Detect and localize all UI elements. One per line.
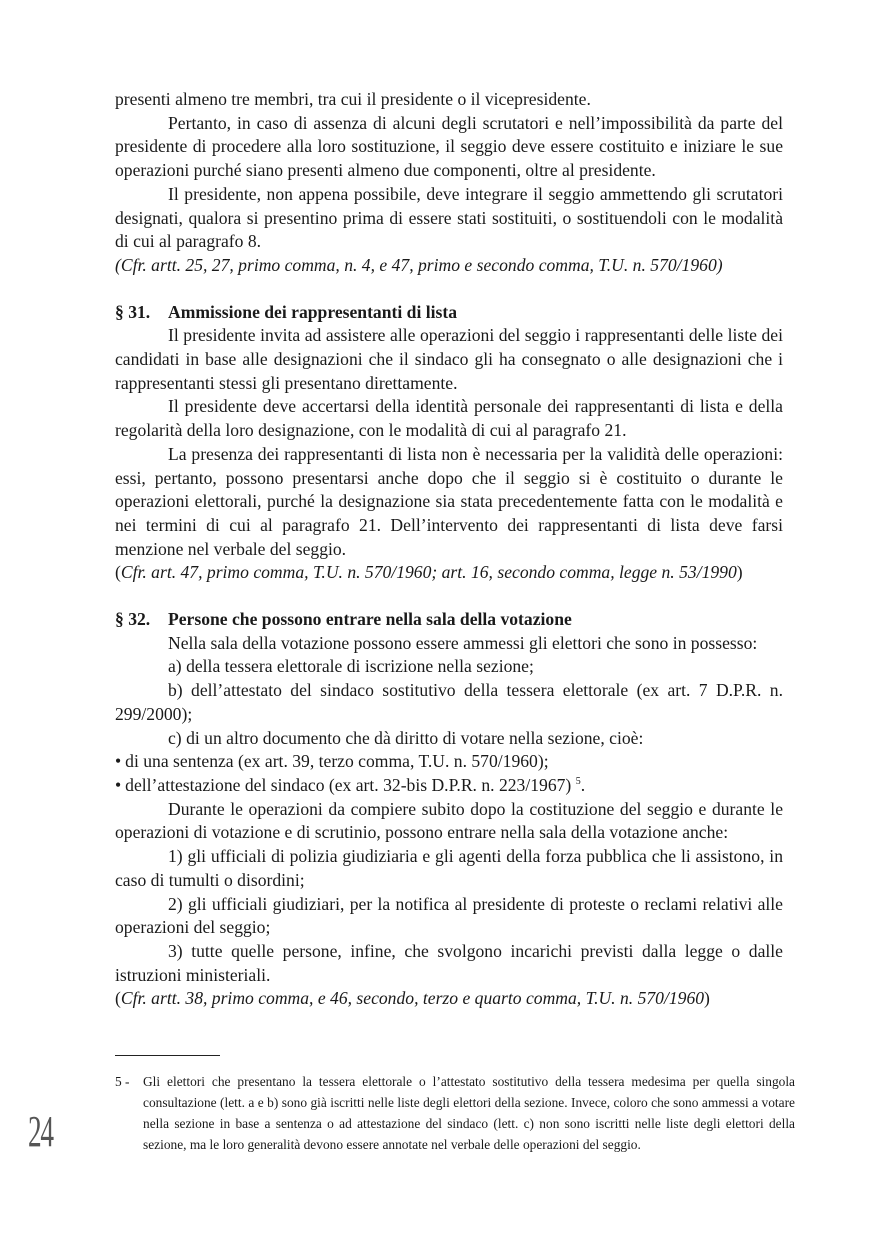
page-body: [115, 88, 783, 1011]
section-reference: (Cfr. art. 47, primo comma, T.U. n. 570/1960; art. 16, secondo comma, legge n. 53/1990): [115, 562, 743, 583]
footnote-marker[interactable]: 5: [575, 776, 581, 788]
section-heading: [115, 608, 783, 632]
footnote-number: 5 -: [115, 1074, 130, 1089]
intro-paragraph: Pertanto, in caso di assenza di alcuni degli scrutatori e nell’impossibilità da parte del presidente di procedere alla loro sostituzione, il seggio deve essere costituito e iniziare le sue operazioni purché siano presenti almeno due componenti, oltre al presidente.: [115, 112, 783, 181]
paragraph: Il presidente deve accertarsi della identità personale dei rappresentanti di lista e della regolarità della loro designazione, con le modalità di cui al paragrafo 21.: [115, 396, 783, 441]
section-reference: (Cfr. artt. 38, primo comma, e 46, secondo, terzo e quarto comma, T.U. n. 570/1960): [115, 988, 710, 1009]
section-31: [115, 301, 783, 585]
list-item: 2) gli ufficiali giudiziari, per la notifica al presidente di proteste o reclami relativi alle operazioni del seggio;: [115, 893, 783, 938]
section-number: § 32.: [115, 609, 151, 630]
bullet-item: • dell’attestazione del sindaco (ex art. 32-bis D.P.R. n. 223/1967) $^5$.: [115, 774, 783, 798]
list-item: c) di un altro documento che dà diritto di votare nella sezione, cioè:: [168, 727, 644, 748]
paragraph: Durante le operazioni da compiere subito dopo la costituzione del seggio e durante le operazioni di votazione e di scrutinio, possono entrare nella sala della votazione anche:: [115, 798, 783, 843]
list-item: 3) tutte quelle persone, infine, che svolgono incarichi previsti dalla legge o dalle istruzioni ministeriali.: [115, 940, 783, 985]
section-32: [115, 608, 783, 1011]
intro-paragraph: Il presidente, non appena possibile, deve integrare il seggio ammettendo gli scrutatori designati, qualora si presentino prima di essere stati sostituiti, o sostituendoli con le modalità di cui al paragrafo 8.: [115, 183, 783, 252]
page-number: 24: [28, 1107, 53, 1156]
section-number: § 31.: [115, 301, 151, 322]
section-title: Persone che possono entrare nella sala della votazione: [168, 609, 572, 630]
intro-line: presenti almeno tre membri, tra cui il presidente o il vicepresidente.: [115, 89, 591, 109]
paragraph: La presenza dei rappresentanti di lista non è necessaria per la validità delle operazioni: essi, pertanto, possono presentarsi anche dopo che il seggio si è costituito o durante le operazioni elettorali, purché la designazione sia stata precedentemente fatta con le modalità e nei termini di cui al paragrafo 21. Dell’intervento dei rappresentanti di lista deve farsi menzione nel verbale del seggio.: [115, 443, 783, 559]
footnote: [115, 1071, 795, 1155]
footnote-text: Gli elettori che presentano la tessera elettorale o l’attestato sostitutivo della tessera medesima per quella singola consultazione (lett. a e b) sono già iscritti nelle liste degli elettori della sezione. Invece, coloro che sono ammessi a votare nella sezione in base a sentenza o ad attestazione del sindaco (lett. c) non sono iscritti nelle liste degli elettori della sezione, ma le loro generalità devono essere annotate nel verbale delle operazioni del seggio.: [143, 1074, 795, 1152]
footnote-divider: [115, 1055, 220, 1056]
list-item: b) dell’attestato del sindaco sostitutivo della tessera elettorale (ex art. 7 D.P.R. n. 299/2000);: [115, 680, 783, 724]
bullet-item: • di una sentenza (ex art. 39, terzo comma, T.U. n. 570/1960);: [115, 750, 783, 774]
intro-reference: (Cfr. artt. 25, 27, primo comma, n. 4, e 47, primo e secondo comma, T.U. n. 570/1960): [115, 254, 723, 275]
list-item: 1) gli ufficiali di polizia giudiziaria e gli agenti della forza pubblica che li assistono, in caso di tumulti o disordini;: [115, 846, 783, 890]
paragraph: Nella sala della votazione possono essere ammessi gli elettori che sono in possesso:: [168, 632, 758, 653]
paragraph: Il presidente invita ad assistere alle operazioni del seggio i rappresentanti delle liste dei candidati in base alle designazioni che il sindaco gli ha consegnato o alle designazioni che i rappresentanti stessi gli presentano direttamente.: [115, 325, 783, 393]
section-title: Ammissione dei rappresentanti di lista: [168, 301, 458, 322]
list-item: a) della tessera elettorale di iscrizione nella sezione;: [168, 656, 534, 677]
section-heading: [115, 301, 783, 325]
